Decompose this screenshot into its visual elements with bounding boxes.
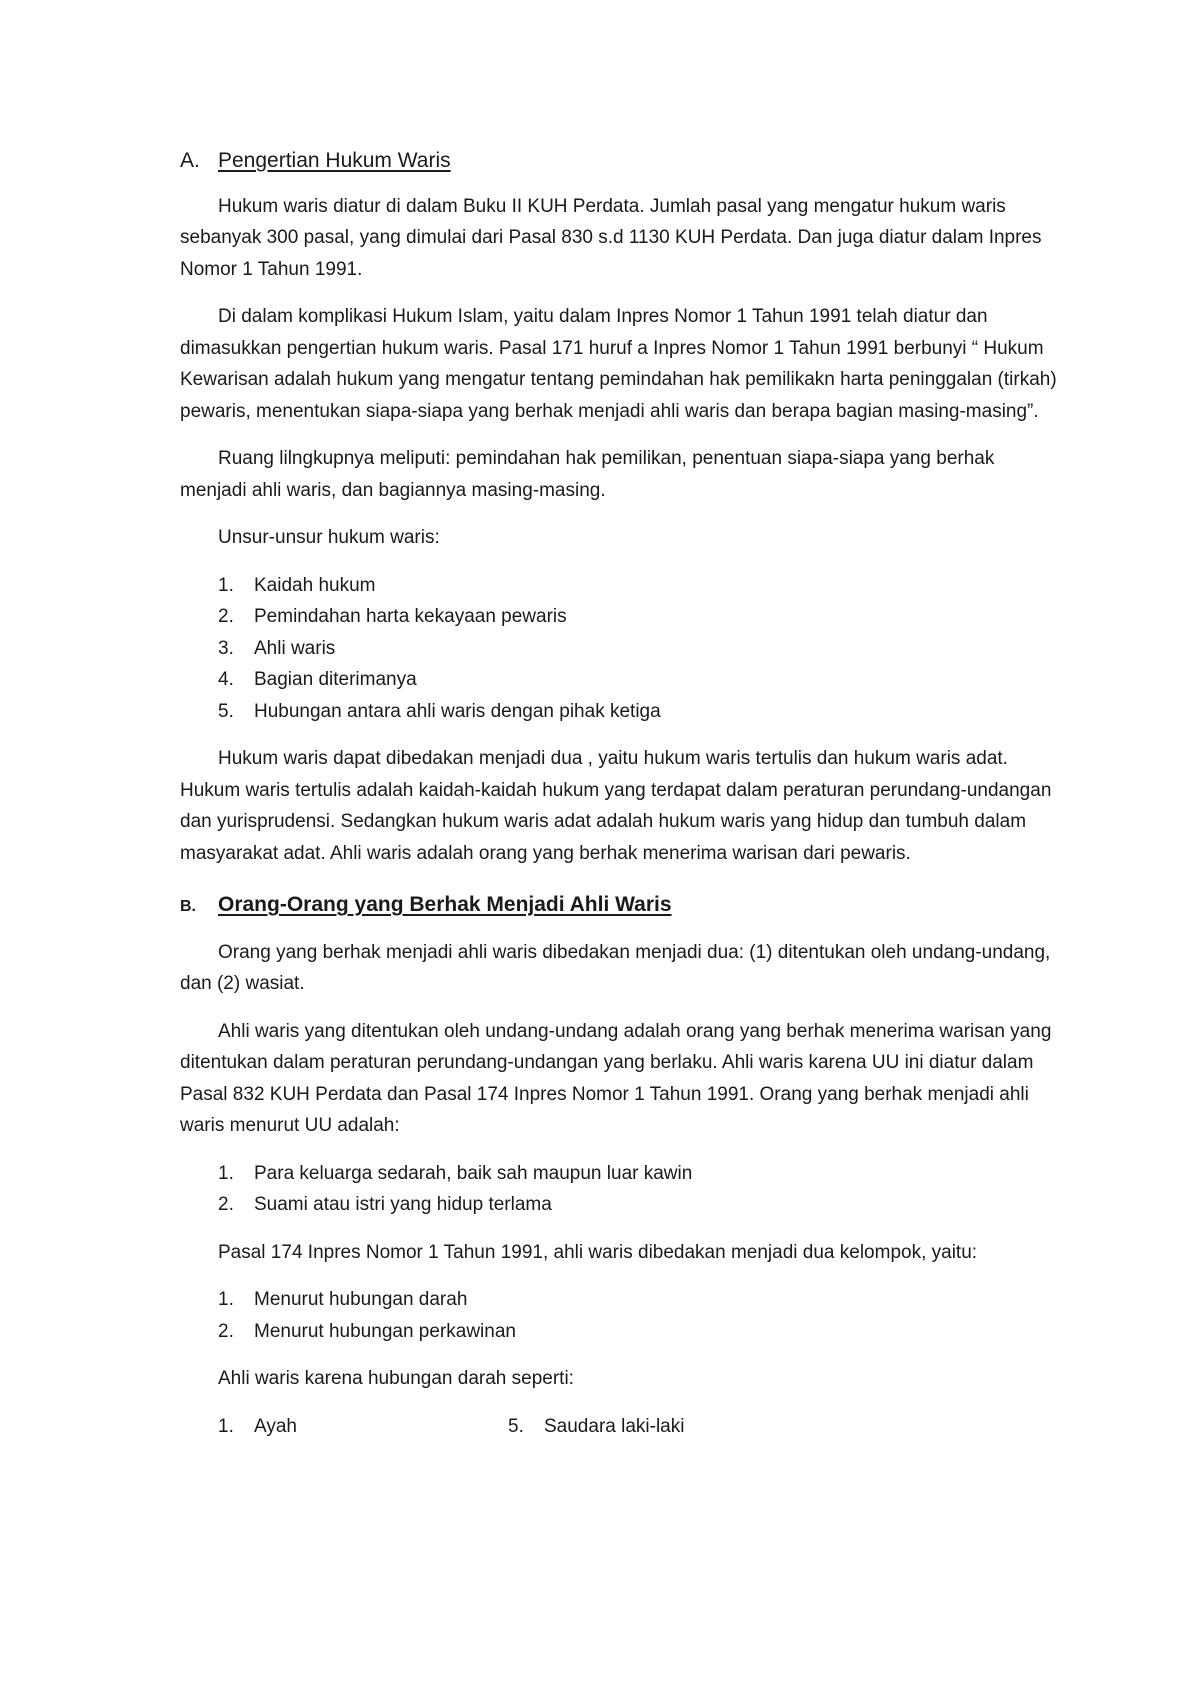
list-item (218, 570, 1060, 602)
list-item (218, 1158, 1060, 1190)
section-a-paragraph-3: Ruang lilngkupnya meliputi: pemindahan hak pemilikan, penentuan siapa-siapa yang berhak menjadi ahli waris, dan bagiannya masing-masing. (180, 448, 995, 501)
section-a-closing-paragraph: Hukum waris dapat dibedakan menjadi dua , yaitu hukum waris tertulis dan hukum waris adat. Hukum waris tertulis adalah kaidah-kaidah hukum yang terdapat dalam peraturan perundang-undangan dan yurisprudensi. Sedangkan hukum waris adat adalah hukum waris yang hidup dan tumbuh dalam masyarakat adat. Ahli waris adalah orang yang berhak menerima warisan dari pewaris. (180, 748, 1052, 864)
section-a-heading (180, 145, 1060, 177)
uu-list (218, 1158, 1060, 1221)
list-item-number: 2. (218, 1320, 234, 1342)
list-item (218, 696, 1060, 728)
section-a-title: Pengertian Hukum Waris (218, 149, 451, 172)
list-item-number: 1. (218, 1289, 234, 1310)
pasal-174-intro: Pasal 174 Inpres Nomor 1 Tahun 1991, ahli waris dibedakan menjadi dua kelompok, yaitu: (218, 1241, 978, 1263)
list-item-text: Para keluarga sedarah, baik sah maupun luar kawin (254, 1162, 693, 1184)
list-item-number: 1. (218, 1415, 234, 1437)
section-b-paragraph-1: Orang yang berhak menjadi ahli waris dibedakan menjadi dua: (1) ditentukan oleh undang-undang, dan (2) wasiat. (180, 941, 1051, 994)
section-b-paragraph-2: Ahli waris yang ditentukan oleh undang-undang adalah orang yang berhak menerima warisan yang ditentukan dalam peraturan perundang-undangan yang berlaku. Ahli waris karena UU ini diatur dalam Pasal 832 KUH Perdata dan Pasal 174 Inpres Nomor 1 Tahun 1991. Orang yang berhak menjadi ahli waris menurut UU adalah: (180, 1020, 1052, 1136)
list-item (508, 1411, 798, 1443)
list-item-text: Suami atau istri yang hidup terlama (254, 1194, 552, 1215)
list-item-text: Kaidah hukum (254, 574, 376, 596)
hubungan-darah-list (218, 1411, 1060, 1443)
list-item (218, 601, 1060, 633)
kelompok-list (218, 1284, 1060, 1347)
list-item-text: Ahli waris (254, 637, 336, 659)
list-item-text: Hubungan antara ahli waris dengan pihak ketiga (254, 700, 661, 722)
unsur-list (218, 570, 1060, 728)
hubungan-darah-intro: Ahli waris karena hubungan darah seperti: (218, 1368, 574, 1389)
section-a-paragraph-1: Hukum waris diatur di dalam Buku II KUH Perdata. Jumlah pasal yang mengatur hukum waris sebanyak 300 pasal, yang dimulai dari Pasal 830 s.d 1130 KUH Perdata. Dan juga diatur dalam Inpres Nomor 1 Tahun 1991. (180, 195, 1042, 280)
section-a-paragraph-2: Di dalam komplikasi Hukum Islam, yaitu dalam Inpres Nomor 1 Tahun 1991 telah diatur dan dimasukkan pengertian hukum waris. Pasal 171 huruf a Inpres Nomor 1 Tahun 1991 berbunyi “ Hukum Kewarisan adalah hukum yang mengatur tentang pemindahan hak pemilikakn harta peninggalan (tirkah) pewaris, menentukan siapa-siapa yang berhak menjadi ahli waris dan berapa bagian masing-masing”. (180, 306, 1057, 422)
list-item-number: 1. (218, 574, 234, 596)
section-b-title: Orang-Orang yang Berhak Menjadi Ahli Waris (218, 893, 672, 916)
list-item-number: 2. (218, 1194, 234, 1215)
list-item-text: Menurut hubungan perkawinan (254, 1320, 516, 1342)
list-item-number: 5. (218, 700, 234, 722)
document-content (180, 145, 1060, 1442)
list-item-text: Bagian diterimanya (254, 669, 417, 690)
list-item (218, 1411, 508, 1443)
list-item-number: 1. (218, 1162, 234, 1184)
list-item-text: Pemindahan harta kekayaan pewaris (254, 606, 567, 627)
list-item (218, 1189, 1060, 1221)
list-item (218, 633, 1060, 665)
section-b-letter: B. (180, 898, 196, 915)
list-item (218, 1284, 1060, 1316)
unsur-intro: Unsur-unsur hukum waris: (218, 527, 440, 548)
list-item-text: Saudara laki-laki (544, 1415, 685, 1437)
list-item-number: 5. (508, 1415, 524, 1437)
list-item (218, 1316, 1060, 1348)
list-item-text: Menurut hubungan darah (254, 1289, 468, 1310)
list-item (218, 664, 1060, 696)
list-item-number: 4. (218, 669, 234, 690)
list-item-text: Ayah (254, 1415, 297, 1437)
section-b-heading (180, 889, 1060, 923)
list-item-number: 2. (218, 606, 234, 627)
list-item-number: 3. (218, 637, 234, 659)
section-a-letter: A. (180, 149, 200, 172)
